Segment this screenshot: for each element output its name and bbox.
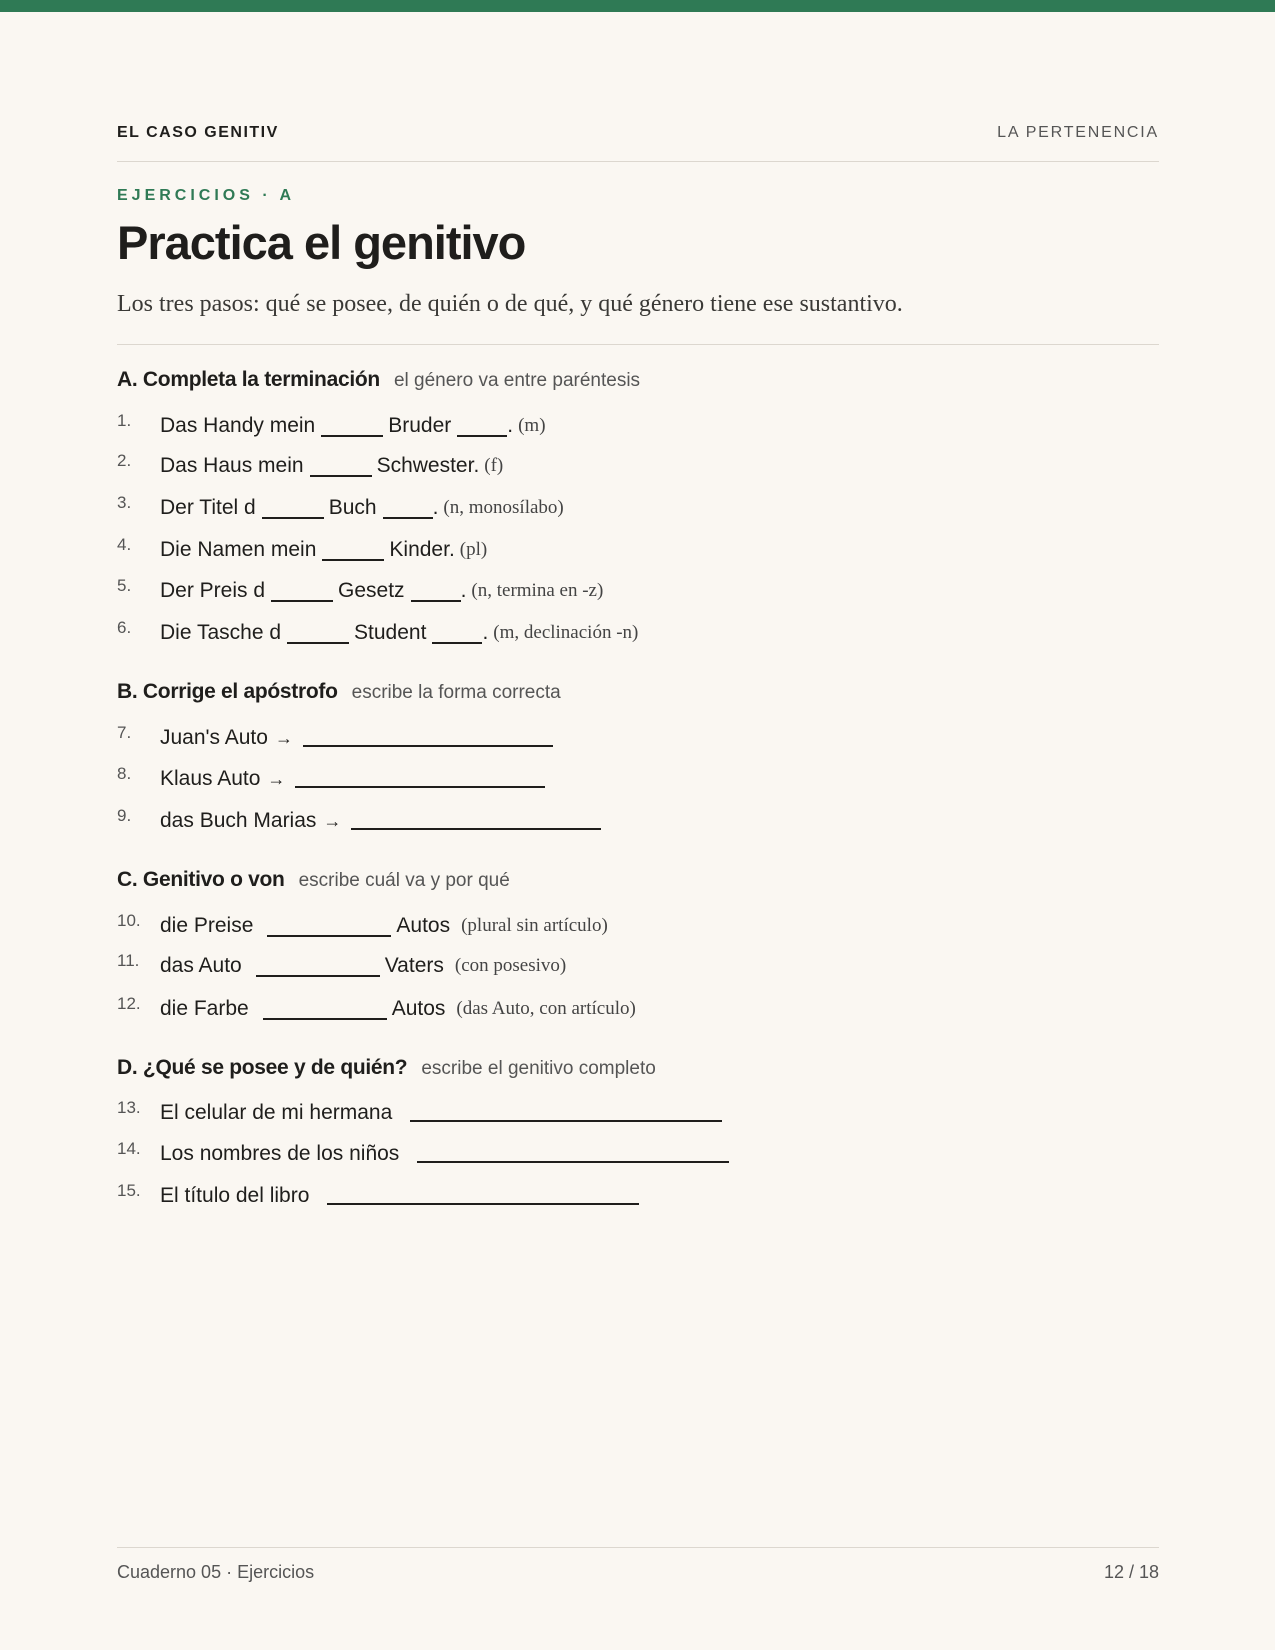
section-c-heading — [117, 868, 510, 892]
running-header-topic: LA PERTENENCIA — [997, 124, 1159, 141]
item-number: 8. — [117, 764, 132, 783]
item-text: Der Preis d — [160, 579, 266, 602]
answer-blank[interactable] — [262, 497, 324, 519]
item-text: die Farbe — [160, 997, 249, 1020]
answer-blank[interactable] — [287, 622, 349, 644]
item-text: Klaus Auto — [160, 767, 261, 790]
exercise-item-3 — [117, 491, 564, 525]
section-a-note: el género va entre paréntesis — [393, 370, 641, 391]
header-divider — [117, 161, 1159, 162]
item-number: 5. — [117, 576, 132, 595]
exercise-item-6 — [117, 616, 638, 650]
exercise-item-11 — [117, 949, 566, 983]
answer-line[interactable] — [295, 770, 545, 788]
answer-line[interactable] — [351, 812, 601, 830]
item-text: die Preise — [160, 914, 254, 937]
item-text: Student — [354, 621, 427, 644]
item-text: Los nombres de los niños — [160, 1142, 400, 1165]
answer-blank[interactable] — [322, 539, 384, 561]
hint-text: (das Auto, con artículo) — [456, 998, 636, 1019]
section-b-heading — [117, 680, 561, 704]
item-number: 14. — [117, 1139, 141, 1158]
exercise-item-8 — [117, 762, 545, 796]
item-text: Schwester. — [376, 454, 480, 477]
gender-hint: (n, termina en -z) — [471, 580, 604, 601]
hint-text: (plural sin artículo) — [461, 915, 608, 936]
item-number: 2. — [117, 451, 132, 470]
answer-line[interactable] — [417, 1145, 729, 1163]
item-text: Vaters — [384, 954, 444, 977]
exercise-item-2 — [117, 449, 503, 483]
item-number: 9. — [117, 806, 132, 825]
arrow-icon: → — [267, 768, 286, 789]
exercise-item-4 — [117, 533, 487, 567]
item-text: El título del libro — [160, 1184, 310, 1207]
item-text: Das Haus mein — [160, 454, 304, 477]
exercise-item-7 — [117, 721, 553, 755]
item-text: das Auto — [160, 954, 242, 977]
item-number: 6. — [117, 618, 132, 637]
item-number: 13. — [117, 1098, 141, 1117]
item-text: das Buch Marias — [160, 809, 317, 832]
gender-hint: (pl) — [459, 539, 488, 560]
item-text: Die Namen mein — [160, 538, 317, 561]
item-text: Autos — [391, 997, 446, 1020]
answer-blank[interactable] — [310, 455, 372, 477]
section-b-note: escribe la forma correcta — [351, 682, 561, 703]
item-text: Buch — [328, 496, 377, 519]
item-text: Die Tasche d — [160, 621, 282, 644]
answer-blank[interactable] — [411, 580, 461, 602]
item-number: 12. — [117, 994, 141, 1013]
gender-hint: (m) — [518, 415, 546, 436]
exercise-item-14 — [117, 1137, 729, 1171]
item-number: 4. — [117, 535, 132, 554]
answer-blank[interactable] — [383, 497, 433, 519]
gender-hint: (n, monosílabo) — [443, 497, 564, 518]
section-b-title: B. Corrige el apóstrofo — [117, 680, 338, 703]
exercise-item-1 — [117, 409, 546, 443]
footer-notebook-label: Cuaderno 05 · Ejercicios — [117, 1562, 315, 1582]
page-number: 12 / 18 — [1103, 1562, 1159, 1582]
gender-hint: (f) — [484, 455, 504, 476]
section-c-title: C. Genitivo o von — [117, 868, 285, 891]
item-text: . — [482, 621, 489, 644]
gender-hint: (m, declinación -n) — [493, 622, 639, 643]
answer-blank[interactable] — [271, 580, 333, 602]
section-a-heading — [117, 368, 640, 392]
answer-blank[interactable] — [457, 415, 507, 437]
exercise-item-13 — [117, 1096, 722, 1130]
item-number: 15. — [117, 1181, 141, 1200]
arrow-icon: → — [323, 810, 342, 831]
item-text: Juan's Auto — [160, 726, 268, 749]
item-text: Der Titel d — [160, 496, 256, 519]
answer-line[interactable] — [410, 1104, 722, 1122]
section-d-heading — [117, 1056, 656, 1080]
answer-line[interactable] — [303, 729, 553, 747]
item-text: . — [460, 579, 467, 602]
answer-blank[interactable] — [321, 415, 383, 437]
eyebrow-label: EJERCICIOS · A — [117, 187, 296, 204]
page-subtitle: Los tres pasos: qué se posee, de quién o de qué, y qué género tiene ese sustantivo. — [117, 291, 903, 317]
section-d-title: D. ¿Qué se posee y de quién? — [117, 1056, 408, 1079]
section-a-title: A. Completa la terminación — [117, 368, 380, 391]
hint-text: (con posesivo) — [454, 955, 567, 976]
answer-line[interactable] — [327, 1187, 639, 1205]
running-header — [117, 124, 1159, 142]
item-number: 10. — [117, 911, 141, 930]
item-text: . — [507, 414, 514, 437]
exercise-item-15 — [117, 1179, 639, 1213]
exercise-item-10 — [117, 909, 608, 943]
footer-divider — [117, 1547, 1159, 1548]
item-text: Das Handy mein — [160, 414, 316, 437]
item-text: Kinder. — [389, 538, 455, 561]
item-number: 7. — [117, 723, 132, 742]
page-footer — [117, 1562, 1159, 1583]
answer-blank[interactable] — [267, 915, 391, 937]
answer-blank[interactable] — [256, 955, 380, 977]
item-text: . — [432, 496, 439, 519]
worksheet-page — [117, 0, 1159, 1650]
exercise-item-5 — [117, 574, 603, 608]
intro-divider — [117, 344, 1159, 345]
item-number: 1. — [117, 411, 132, 430]
item-number: 3. — [117, 493, 132, 512]
item-text: Autos — [396, 914, 451, 937]
item-text: El celular de mi hermana — [160, 1101, 393, 1124]
answer-blank[interactable] — [263, 998, 387, 1020]
answer-blank[interactable] — [432, 622, 482, 644]
item-text: Bruder — [388, 414, 452, 437]
exercise-item-12 — [117, 992, 636, 1026]
item-text: Gesetz — [338, 579, 405, 602]
running-header-title: EL CASO GENITIV — [117, 124, 279, 141]
exercise-item-9 — [117, 804, 601, 838]
section-c-note: escribe cuál va y por qué — [298, 870, 510, 891]
page-title: Practica el genitivo — [117, 216, 526, 269]
item-number: 11. — [117, 951, 140, 970]
arrow-icon: → — [274, 727, 293, 748]
section-d-note: escribe el genitivo completo — [421, 1058, 656, 1079]
